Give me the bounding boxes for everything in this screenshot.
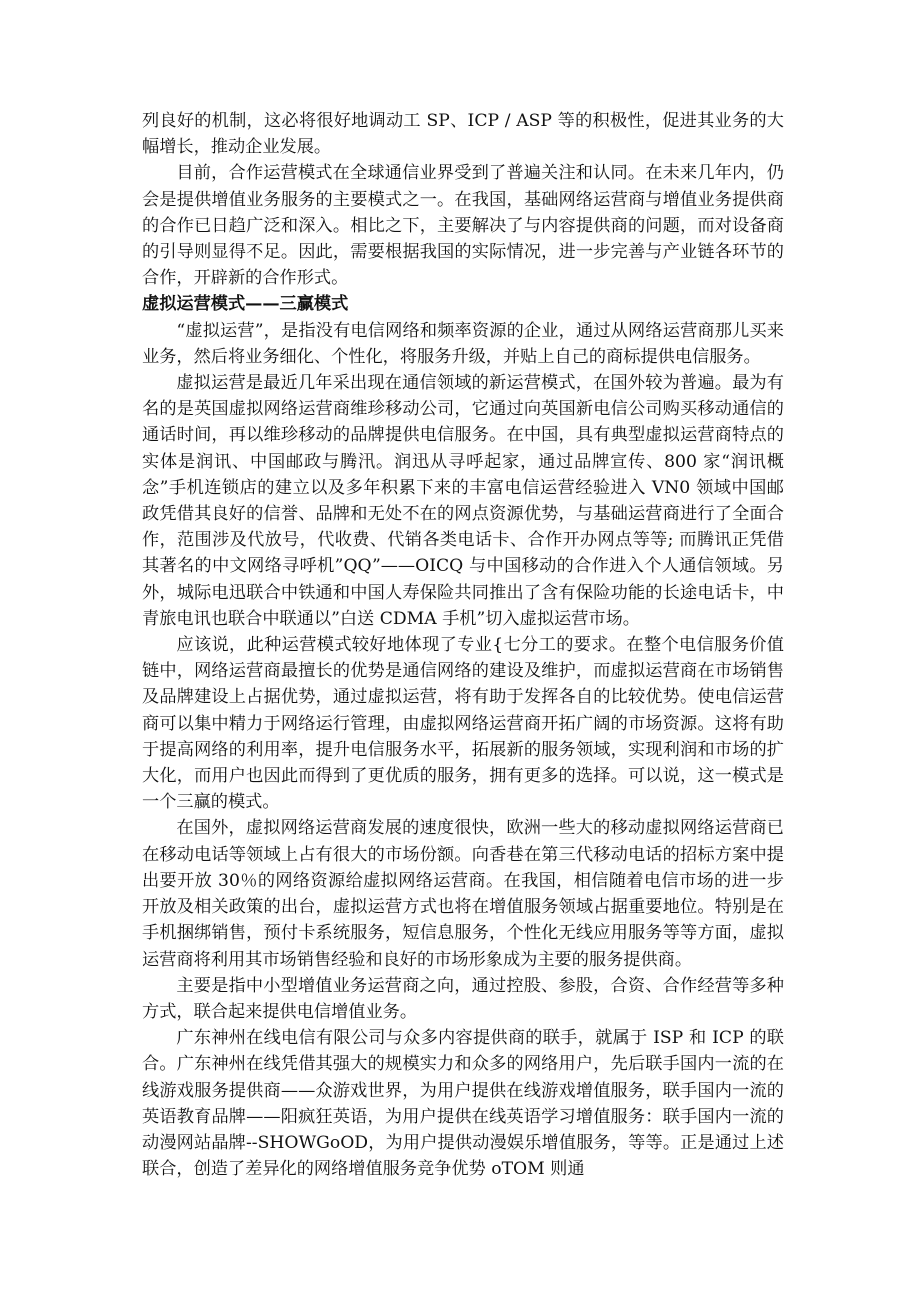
paragraph-continuation: 列良好的机制，这必将很好地调动工 SP、ICP / ASP 等的积极性，促进其业务的大幅增长，推动企业发展。: [142, 111, 784, 158]
document-page: [142, 108, 784, 1182]
section-heading: 虚拟运营模式——三赢模式: [142, 294, 349, 315]
paragraph-smes: 主要是指中小型增值业务运营商之向，通过控股、参股，合资、合作经营等多种方式，联合起来提供电信增值业务。: [142, 975, 784, 1022]
paragraph-overseas-development: 在国外，虚拟网络运营商发展的速度很快，欧洲一些大的移动虚拟网络运营商已在移动电话等领域上占有很大的市场份额。向香巷在第三代移动电话的招标方案中提出要开放 30％的网络资源给虚拟网络运营商。在我国，相信随着电信市场的进一步开放及相关政策的出台，虚拟运营方式也将在增值服务领域占据重要地位。特别是在手机捆绑销售，预付卡系统服务，短信息服务，个性化无线应用服务等等方面，虚拟运营商将利用其市场销售经验和良好的市场形象成为主要的服务提供商。: [142, 818, 784, 970]
paragraph-value-chain: 应该说，此种运营模式较好地体现了专业{七分工的要求。在整个电信服务价值链中，网络运营商最擅长的优势是通信网络的建设及维护，而虚拟运营商在市场销售及品牌建设上占据优势，通过虚拟运营，将有助于发挥各自的比较优势。使电信运营商可以集中精力于网络运行管理，由虚拟网络运营商开拓广阔的市场资源。这将有助于提高网络的利用率，提升电信服务水平，拓展新的服务领域，实现利润和市场的扩大化，而用户也因此而得到了更优质的服务，拥有更多的选择。可以说，这一模式是一个三赢的模式。: [142, 635, 784, 813]
paragraph-cooperation-mode: 目前，合作运营模式在全球通信业界受到了普遍关注和认同。在未来几年内，仍会是提供增值业务服务的主要模式之一。在我国，基础网络运营商与增值业务提供商的合作已日趋广泛和深入。相比之下，主要解决了与内容提供商的问题，而对设备商的引导则显得不足。因此，需要根据我国的实际情况，进一步完善与产业链各环节的合作，开辟新的合作形式。: [142, 163, 784, 289]
paragraph-guangdong-example: 广东神州在线电信有限公司与众多内容提供商的联手，就属于 ISP 和 ICP 的联合。广东神州在线凭借其强大的规模实力和众多的网络用户，先后联手国内一流的在线游戏服务提供商——众游戏世界，为用户提供在线游戏增值服务，联手国内一流的英语教育品牌——阳疯狂英语，为用户提供在线英语学习增值服务：联手国内一流的动漫网站晶牌--SHOWGoOD，为用户提供动漫娱乐增值服务，等等。正是通过上述联合，创造了差异化的网络增值服务竞争优势 oTOM 则通: [142, 1028, 784, 1180]
paragraph-virtual-operators: 虚拟运营是最近几年采出现在通信领域的新运营模式，在国外较为普遍。最为有名的是英国虚拟网络运营商维珍移动公司，它通过向英国新电信公司购买移动通信的通话时间，再以维珍移动的品牌提供电信服务。在中国，具有典型虚拟运营商特点的实体是润讯、中国邮政与腾汛。润迅从寻呼起家，通过品牌宣传、800 家“润讯概念”手机连锁店的建立以及多年积累下来的丰富电信运营经验进入 VN0 领域中国邮政凭借其良好的信誉、品牌和无处不在的网点资源优势，与基础运营商进行了全面合作，范围涉及代放号，代收费、代销各类电话卡、合作开办网点等等; 而腾讯正凭借其著名的中文网络寻呼机”QQ”——OICQ 与中国移动的合作进入个人通信领域。另外，城际电迅联合中铁通和中国人寿保险共同推出了含有保险功能的长途电话卡，中青旅电讯也联合中联通以”白送 CDMA 手机”切入虚拟运营市场。: [142, 373, 784, 629]
paragraph-definition: “虚拟运营”，是指没有电信网络和频率资源的企业，通过从网络运营商那儿买来业务，然后将业务细化、个性化，将服务升级，并贴上自己的商标提供电信服务。: [142, 320, 784, 367]
